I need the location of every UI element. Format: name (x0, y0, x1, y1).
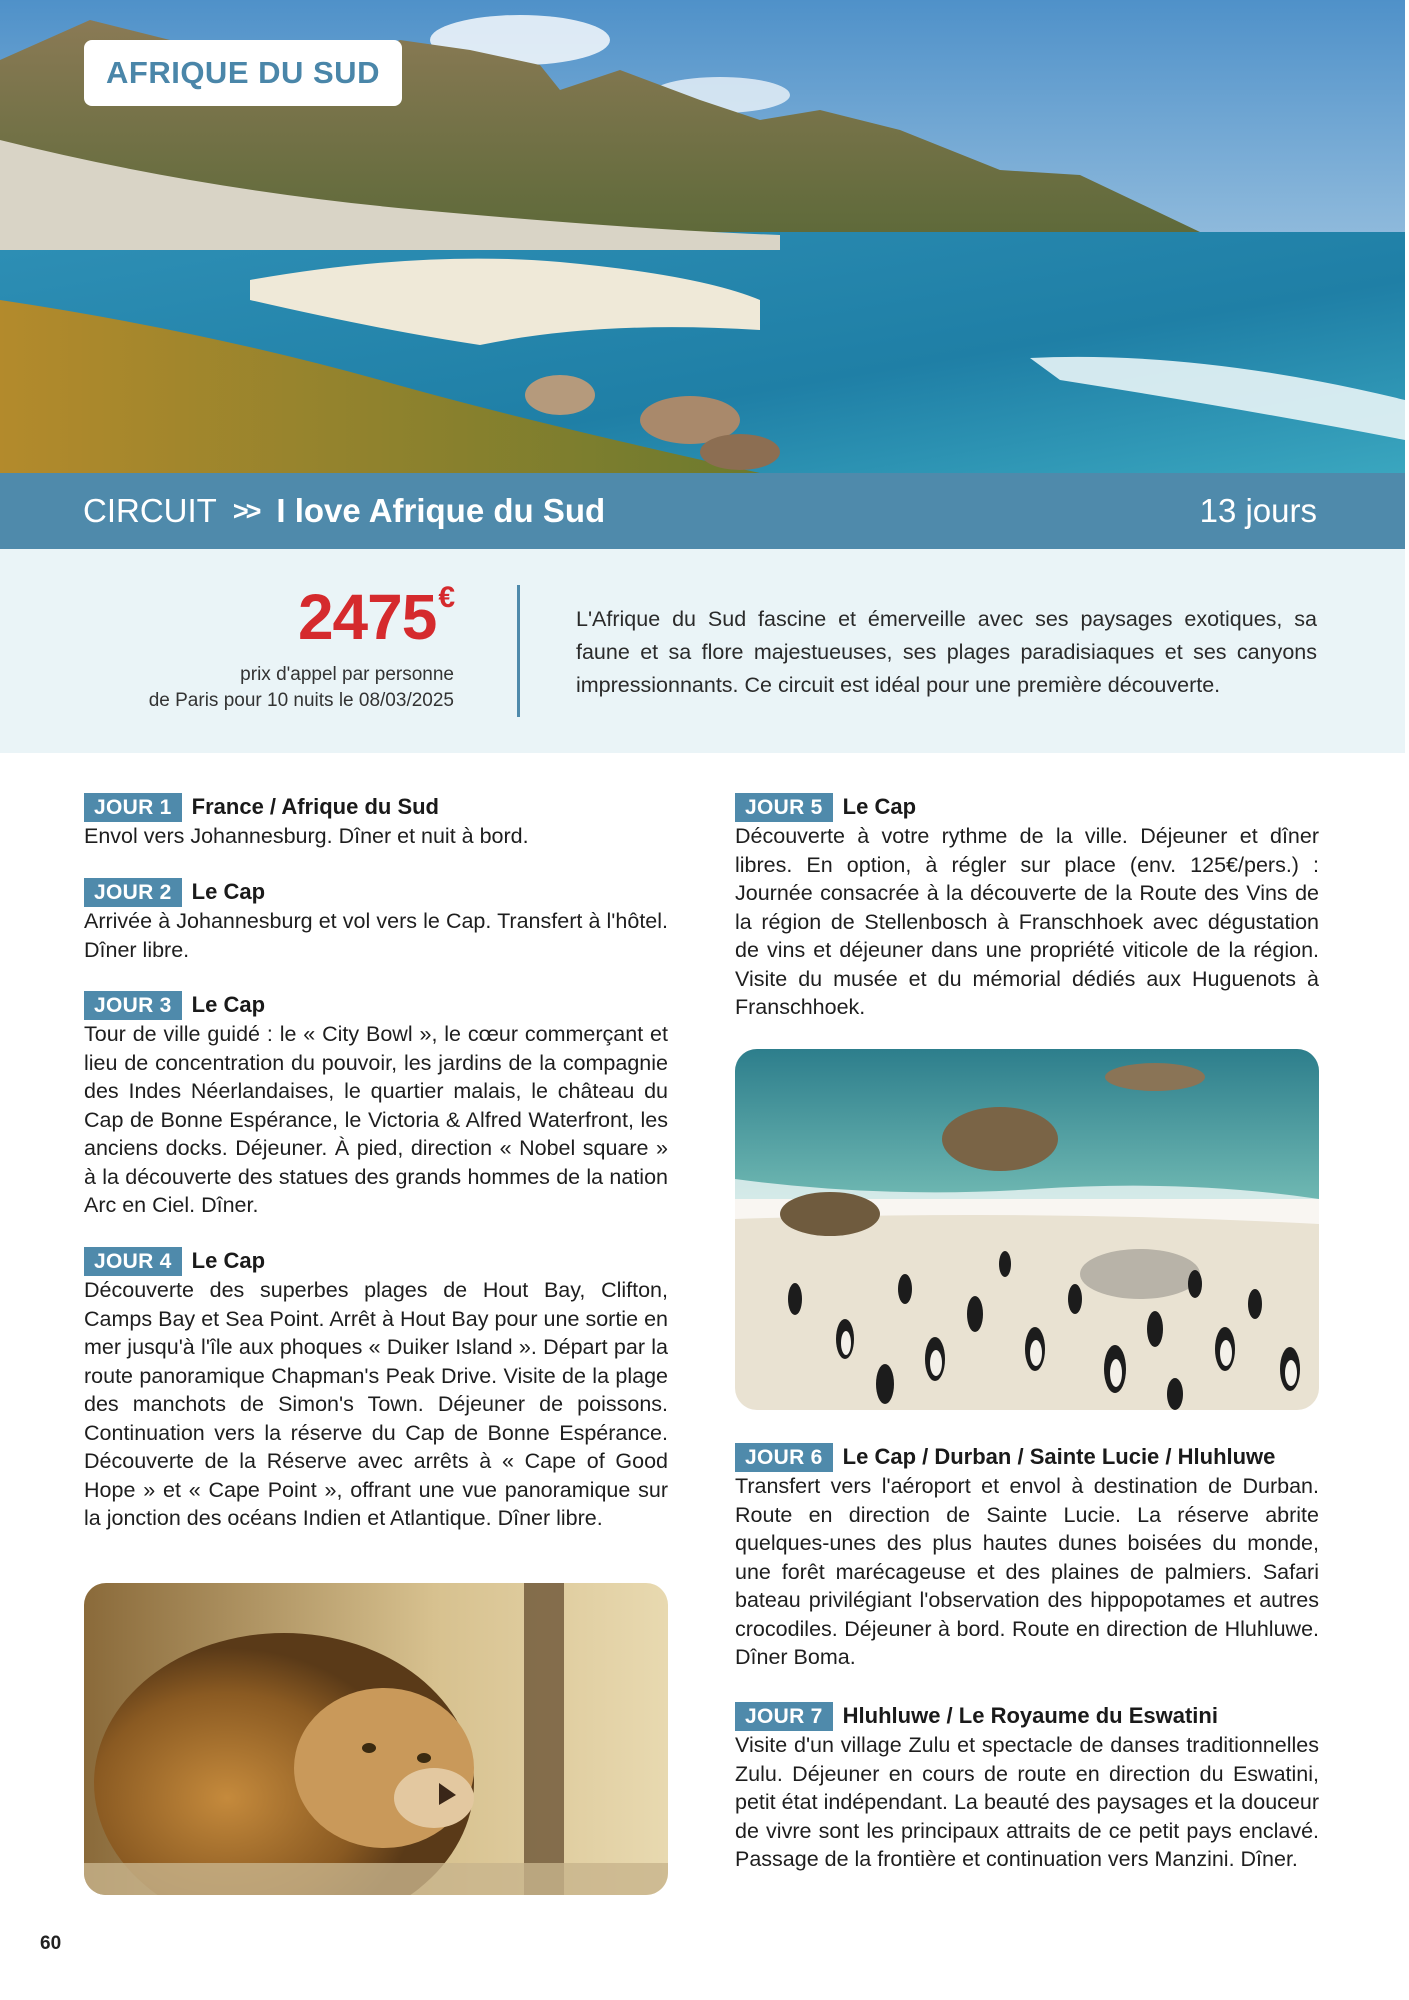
day-2 (84, 878, 668, 964)
day-body: Transfert vers l'aéroport et envol à destination de Durban. Route en direction de Sainte Lucie. La réserve abrite quelques-unes des plus hautes dunes boisées du monde, une forêt marécageuse et des plaines de palmiers. Safari bateau privilégiant l'observation des hippopotames et autres crocodiles. Déjeuner à bord. Route en direction de Hluhluwe. Dîner Boma. (735, 1474, 1319, 1669)
penguins-photo (735, 1049, 1319, 1410)
circuit-duration: 13 jours (1199, 492, 1317, 529)
day-title: Le Cap (191, 992, 266, 1018)
hero-image (0, 0, 1405, 473)
price (210, 580, 454, 654)
day-3 (84, 991, 668, 1220)
day-body: Visite d'un village Zulu et spectacle de danses traditionnelles Zulu. Déjeuner en cours de route en direction du Eswatini, petit état indépendant. La beauté des paysages et la douceur de vivre sont les principaux attraits de ce petit pays enclavé. Passage de la frontière et continuation vers Manzini. Dîner. (735, 1733, 1319, 1871)
day-body: Envol vers Johannesburg. Dîner et nuit à bord. (84, 824, 529, 848)
day-body: Découverte à votre rythme de la ville. Déjeuner et dîner libres. En option, à régler sur place (env. 125€/pers.) : Journée consacrée à la découverte de la Route des Vins de la région de Stellenbosch à Franschhoek avec dégustation de vins et déjeuner dans une propriété viticole de la région. Visite du musée et du mémorial dédiés aux Huguenots à Franschhoek. (735, 824, 1319, 1019)
intro-panel (0, 549, 1405, 753)
lion-photo (84, 1583, 668, 1895)
day-7 (735, 1702, 1319, 1874)
day-4 (84, 1247, 668, 1533)
day-badge: JOUR 6 (735, 1443, 833, 1472)
price-note (90, 662, 454, 714)
price-value: 2475 (297, 581, 437, 653)
currency-symbol: € (438, 581, 454, 614)
page-number: 60 (40, 1933, 62, 1954)
price-note-line-2: de Paris pour 10 nuits le 08/03/2025 (148, 690, 454, 711)
circuit-name: I love Afrique du Sud (276, 492, 606, 529)
day-title: Le Cap (191, 1248, 266, 1274)
day-title: Le Cap (191, 879, 266, 905)
day-badge: JOUR 4 (84, 1247, 182, 1276)
day-title: Le Cap (842, 794, 917, 820)
day-body: Tour de ville guidé : le « City Bowl », le cœur commerçant et lieu de concentration du pouvoir, les jardins de la compagnie des Indes Néerlandaises, le quartier malais, le château du Cap de Bonne Espérance, le Victoria & Alfred Waterfront, les anciens docks. Déjeuner. À pied, direction « Nobel square » à la découverte des statues des grands hommes de la nation Arc en Ciel. Dîner. (84, 1022, 668, 1217)
day-5 (735, 793, 1319, 1022)
day-title: Le Cap / Durban / Sainte Lucie / Hluhluwe (842, 1444, 1276, 1470)
divider (517, 585, 520, 717)
penguins-photo-icon (735, 1049, 1319, 1410)
day-badge: JOUR 7 (735, 1702, 833, 1731)
price-note-line-1: prix d'appel par personne (240, 664, 454, 685)
lion-photo-icon (84, 1583, 668, 1895)
circuit-band (0, 473, 1405, 549)
day-6 (735, 1443, 1319, 1672)
day-badge: JOUR 3 (84, 991, 182, 1020)
day-title: France / Afrique du Sud (191, 794, 439, 820)
double-chevron-icon: >> (232, 495, 259, 526)
day-1 (84, 793, 668, 851)
day-title: Hluhluwe / Le Royaume du Eswatini (842, 1703, 1218, 1729)
circuit-label: CIRCUIT (83, 492, 217, 529)
country-tag: AFRIQUE DU SUD (84, 40, 402, 106)
day-badge: JOUR 5 (735, 793, 833, 822)
day-body: Découverte des superbes plages de Hout Bay, Clifton, Camps Bay et Sea Point. Arrêt à Hout Bay pour une sortie en mer jusqu'à l'île aux phoques « Duiker Island ». Départ par la route panoramique Chapman's Peak Drive. Visite de la plage des manchots de Simon's Town. Déjeuner de poissons. Continuation vers la réserve du Cap de Bonne Espérance. Découverte de la Réserve avec arrêts à « Cape of Good Hope » et « Cape Point », offrant une vue panoramique sur la jonction des océans Indien et Atlantique. Dîner libre. (84, 1278, 668, 1530)
intro-description: L'Afrique du Sud fascine et émerveille avec ses paysages exotiques, sa faune et sa flore majestueuses, ses plages paradisiaques et ses canyons impressionnants. Ce circuit est idéal pour une première découverte. (576, 607, 1317, 697)
day-badge: JOUR 1 (84, 793, 182, 822)
day-body: Arrivée à Johannesburg et vol vers le Cap. Transfert à l'hôtel. Dîner libre. (84, 909, 668, 962)
day-badge: JOUR 2 (84, 878, 182, 907)
